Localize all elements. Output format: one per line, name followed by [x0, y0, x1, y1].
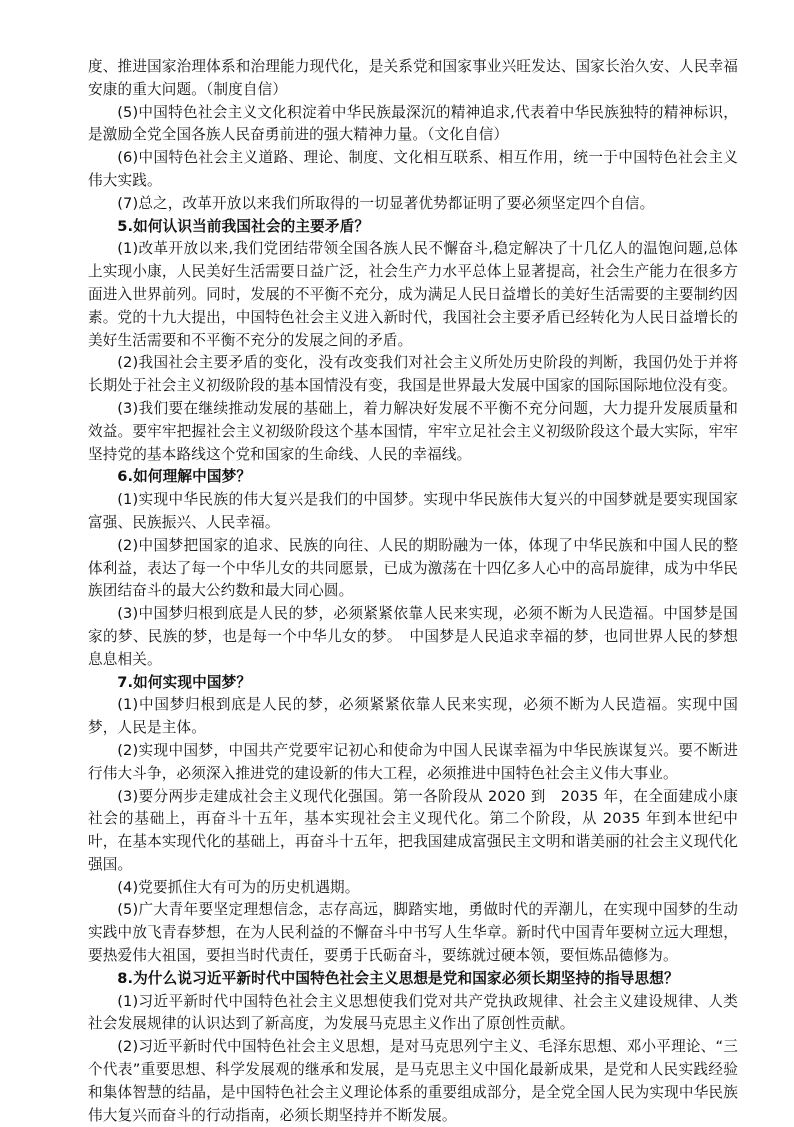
paragraph-5-1: (1)改革开放以来,我们党团结带领全国各族人民不懈奋斗,稳定解决了十几亿人的温饱问题,总体上实现小康，人民美好生活需要日益广泛，社会生产力水平总体上显著提高，社会生产能力在很多方面进入世界前列。同时，发展的不平衡不充分，成为满足人民日益增长的美好生活需要的主要制约因素。党的十九大提出，中国特色社会主义进入新时代，我国社会主要矛盾已经转化为人民日益增长的美好生活需要和不平衡不充分的发展之间的矛盾。: [88, 240, 738, 349]
paragraph-6-1: (1)实现中华民族的伟大复兴是我们的中国梦。实现中华民族伟大复兴的中国梦就是要实现国家富强、民族振兴、人民幸福。: [88, 491, 738, 531]
paragraph-6-2: (2)中国梦把国家的追求、民族的向往、人民的期盼融为一体，体现了中华民族和中国人民的整体利益，表达了每一个中华儿女的共同愿景，已成为激荡在十四亿多人心中的高昂旋律，成为中华民族团结奋斗的最大公约数和最大同心圆。: [88, 536, 738, 600]
question-6-heading: 6.如何理解中国梦？: [117, 468, 252, 486]
question-5-heading: 5.如何认识当前我国社会的主要矛盾？: [117, 217, 370, 235]
paragraph-4-5: (5)中国特色社会主义文化积淀着中华民族最深沉的精神追求,代表着中华民族独特的精神标识，是激励全党全国各族人民奋勇前进的强大精神力量。（文化自信）: [88, 103, 738, 144]
paragraph-8-2: (2)习近平新时代中国特色社会主义思想，是对马克思列宁主义、毛泽东思想、邓小平理论、“三个代表”重要思想、科学发展观的继承和发展，是马克思主义中国化最新成果，是党和人民实践经验和集体智慧的结晶，是中国特色社会主义理论体系的重要组成部分，是全党全国人民为实现中华民族伟大复兴而奋斗的行动指南，必须长期坚持并不断发展。: [88, 1038, 738, 1124]
paragraph-7-5: (5)广大青年要坚定理想信念，志存高远，脚踏实地，勇做时代的弄潮儿，在实现中国梦的生动实践中放飞青春梦想，在为人民利益的不懈奋斗中书写人生华章。新时代中国青年要树立远大理想，要热爱伟大祖国，要担当时代责任，要勇于氏砺奋斗，要练就过硬本领，要恒炼品德修为。: [88, 901, 738, 965]
paragraph-continued: 度、推进国家治理体系和治理能力现代化，是关系党和国家事业兴旺发达、国家长治久安、人民幸福安康的重大问题。（制度自信）: [88, 58, 738, 98]
paragraph-7-4: (4)党要抓住大有可为的历史机遇期。: [117, 878, 360, 896]
paragraph-5-3: (3)我们要在继续推动发展的基础上，着力解决好发展不平衡不充分问题，大力提升发展质量和效益。要牢牢把握社会主义初级阶段这个基本国情，牢牢立足社会主义初级阶段这个最大实际，牢牢坚持党的基本路线这个党和国家的生命线、人民的幸福线。: [88, 399, 738, 463]
paragraph-4-7: (7)总之，改革开放以来我们所取得的一切显著优势都证明了要必须坚定四个自信。: [117, 194, 655, 212]
paragraph-4-6: (6)中国特色社会主义道路、理论、制度、文化相互联系、相互作用，统一于中国特色社会主义伟大实践。: [88, 149, 738, 189]
paragraph-7-2: (2)实现中国梦，中国共产党要牢记初心和使命为中国人民谋幸福为中华民族谋复兴。要不断进行伟大斗争，必须深入推进党的建设新的伟大工程，必须推进中国特色社会主义伟大事业。: [88, 741, 738, 782]
paragraph-5-2: (2)我国社会主要矛盾的变化，没有改变我们对社会主义所处历史阶段的判断，我国仍处于并将长期处于社会主义初级阶段的基本国情没有变，我国是世界最大发展中国家的国际国际地位没有变。: [88, 354, 738, 395]
paragraph-7-1: (1)中国梦归根到底是人民的梦，必须紧紧依靠人民来实现，必须不断为人民造福。实现中国梦，人民是主体。: [88, 696, 738, 737]
question-7-heading: 7.如何实现中国梦？: [117, 673, 252, 691]
question-8-heading: 8.为什么说习近平新时代中国特色社会主义思想是党和国家必须长期坚持的指导思想？: [117, 969, 679, 987]
paragraph-7-3: (3)要分两步走建成社会主义现代化强国。第一各阶段从 2020 到 2035 年，在全面建成小康社会的基础上，再奋斗十五年，基本实现社会主义现代化。第二个阶段，从 2035 年到本世纪中叶，在基本实现代化的基础上，再奋斗十五年，把我国建成富强民主文明和谐美丽的社会主义现代化强国。: [88, 787, 738, 873]
paragraph-6-3: (3)中国梦归根到底是人民的梦，必须紧紧依靠人民来实现，必须不断为人民造福。中国梦是国家的梦、民族的梦，也是每一个中华儿女的梦。 中国梦是人民追求幸福的梦，也同世界人民的梦想息息相关。: [88, 605, 738, 668]
document-page: [88, 56, 738, 1127]
paragraph-8-1: (1)习近平新时代中国特色社会主义思想使我们党对共产党执政规律、社会主义建设规律、人类社会发展规律的认识达到了新高度，为发展马克思主义作出了原创性贡献。: [88, 992, 738, 1033]
